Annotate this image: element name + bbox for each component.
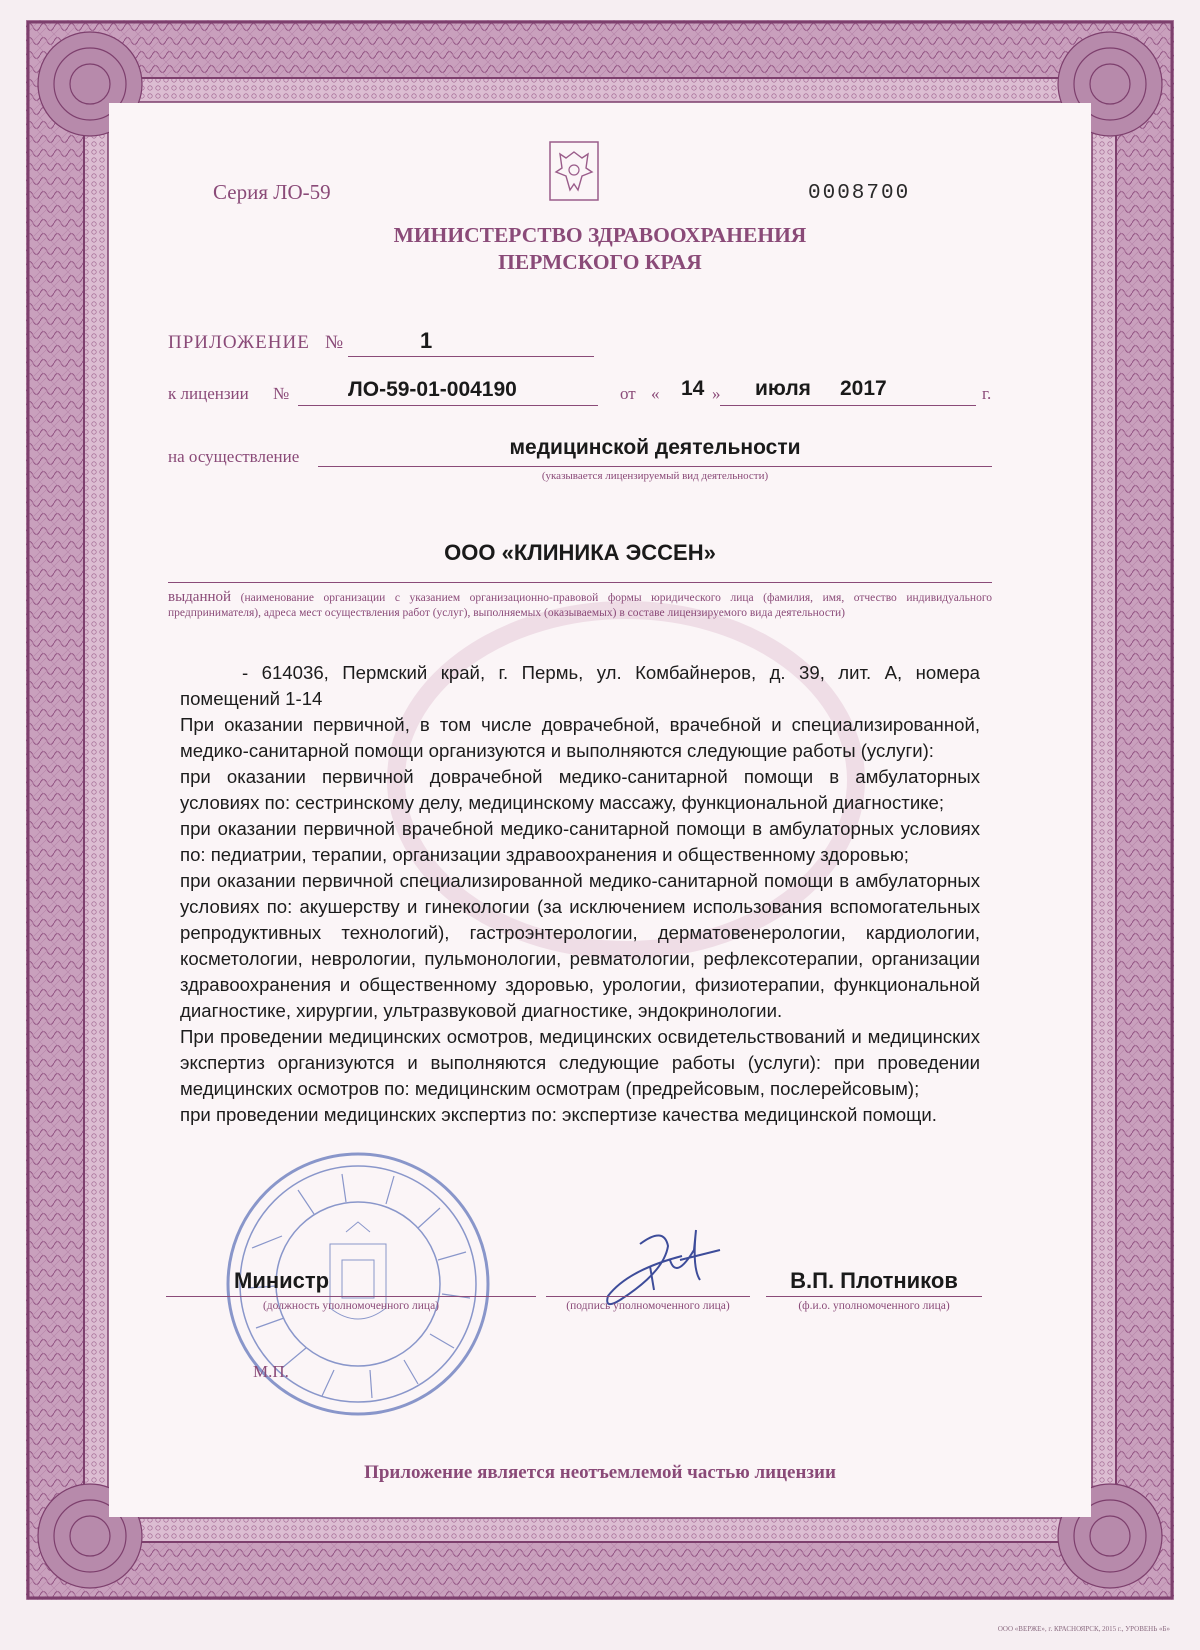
appendix-label: ПРИЛОЖЕНИЕ: [168, 332, 310, 353]
signer-position: Министр: [234, 1268, 330, 1293]
handwritten-signature-icon: [580, 1220, 740, 1312]
name-hint: (ф.и.о. уполномоченного лица): [798, 1300, 950, 1312]
license-from-label: от: [620, 384, 636, 403]
body-paragraph-6: при проведении медицинских экспертиз по: экспертизе качества медицинской помощи.: [180, 1104, 937, 1125]
license-month: июля: [755, 377, 811, 400]
license-body: [180, 660, 980, 1128]
activity-value: медицинской деятельности: [509, 436, 801, 459]
seal-label: М.П.: [253, 1362, 289, 1381]
appendix-number: 1: [420, 328, 433, 353]
activity-hint: (указывается лицензируемый вид деятельности): [541, 470, 769, 482]
name-line: [766, 1296, 982, 1297]
organization-line: [168, 582, 992, 583]
activity-label: на осуществление: [168, 447, 300, 466]
body-paragraph-3: при оказании первичной врачебной медико-санитарной помощи в амбулаторных условиях по: педиатрии, терапии, организации здравоохранения и общественному здоровью;: [180, 818, 980, 865]
license-year: 2017: [840, 377, 887, 400]
organization-hint: (наименование организации с указанием организационно-правовой формы юридического лица (фамилия, имя, отчество индивидуального предпринимателя), адреса мест осуществления работ (услуг), выполняемых (оказываемых) в составе лицензируемого вида деятельности): [168, 592, 992, 619]
form-number: 0008700: [808, 182, 911, 205]
ministry-line-2: ПЕРМСКОГО КРАЯ: [498, 250, 702, 274]
coat-of-arms-icon: [548, 140, 600, 202]
signature-hint: (подпись уполномоченного лица): [566, 1300, 730, 1312]
footer-note: Приложение является неотъемлемой частью лицензии: [364, 1462, 836, 1483]
signer-name: В.П. Плотников: [790, 1268, 958, 1293]
ministry-line-1: МИНИСТЕРСТВО ЗДРАВООХРАНЕНИЯ: [393, 223, 807, 247]
license-quote-close: »: [712, 384, 721, 403]
position-hint: (должность уполномоченного лица): [262, 1300, 440, 1312]
issued-label: выданной: [168, 589, 232, 605]
signature-line: [546, 1296, 750, 1297]
position-line: [166, 1296, 536, 1297]
appendix-no-sign: №: [325, 332, 344, 353]
address-paragraph: - 614036, Пермский край, г. Пермь, ул. Комбайнеров, д. 39, лит. А, номера помещений 1-14: [180, 662, 980, 709]
body-paragraph-1: При оказании первичной, в том числе доврачебной, врачебной и специализированной, медико-санитарной помощи организуются и выполняются следующие работы (услуги):: [180, 714, 980, 761]
series-label: Серия ЛО-59: [213, 180, 331, 204]
license-number: ЛО-59-01-004190: [348, 378, 517, 401]
license-label: к лицензии: [168, 384, 249, 403]
activity-line: [318, 466, 992, 467]
ministry-title: [200, 222, 1000, 276]
organization-hint-block: [168, 590, 992, 621]
organization-name: ООО «КЛИНИКА ЭССЕН»: [444, 540, 716, 565]
license-day: 14: [681, 377, 705, 400]
license-year-suffix: г.: [982, 384, 992, 403]
license-date-line: [720, 405, 976, 406]
license-no-sign: №: [273, 384, 290, 403]
license-quote-open: «: [651, 384, 660, 403]
appendix-number-line: [348, 356, 594, 357]
license-number-line: [298, 405, 598, 406]
printer-imprint: ООО «ВЕРЖЕ», г. КРАСНОЯРСК, 2015 г., УРОВЕНЬ «Б»: [997, 1625, 1170, 1633]
body-paragraph-4: при оказании первичной специализированной медико-санитарной помощи в амбулаторных условиях по: акушерству и гинекологии (за исключением использования вспомогательных репродуктивных технологий), гастроэнтерологии, дерматовенерологии, кардиологии, косметологии, неврологии, пульмонологии, ревматологии, рефлексотерапии, организации здравоохранения и общественному здоровью, урологии, физиотерапии, функциональной диагностике, хирургии, ультразвуковой диагностике, эндокринологии.: [180, 870, 980, 1021]
body-paragraph-5: При проведении медицинских осмотров, медицинских освидетельствований и медицинских экспертиз организуются и выполняются следующие работы (услуги): при проведении медицинских осмотров по: медицинским осмотрам (предрейсовым, послерейсовым);: [180, 1026, 980, 1099]
body-paragraph-2: при оказании первичной доврачебной медико-санитарной помощи в амбулаторных условиях по: сестринскому делу, медицинскому массажу, функциональной диагностике;: [180, 766, 980, 813]
